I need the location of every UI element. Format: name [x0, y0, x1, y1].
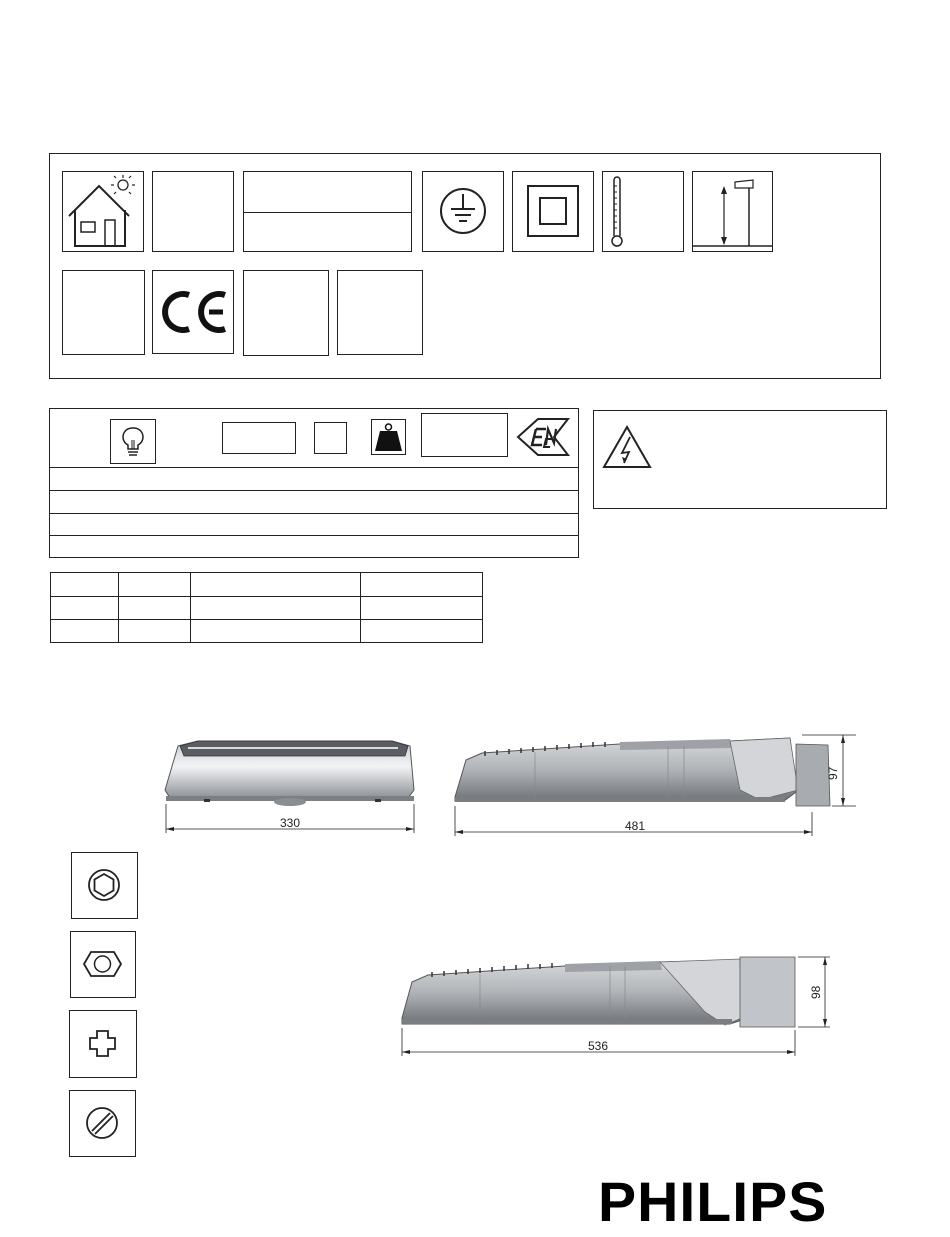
ce-mark-icon [153, 271, 233, 353]
class-ii-symbol-box [512, 171, 594, 252]
hex-socket-icon [72, 853, 136, 917]
small-table-col-line [360, 572, 361, 643]
lamp-table-row-line [49, 513, 579, 514]
lamp-field-1 [222, 422, 296, 454]
flat-screwdriver-icon [70, 1091, 134, 1155]
philips-logo: PHILIPS [598, 1170, 828, 1233]
blank-symbol-box-4 [337, 270, 423, 355]
flat-tool-box [69, 1090, 136, 1157]
small-table-col-line [118, 572, 119, 643]
blank-symbol-box-2 [62, 270, 145, 355]
side-height-dimension-1: 97 [826, 766, 840, 780]
bulb-icon [111, 420, 155, 463]
weight-symbol-box [371, 419, 406, 455]
side-view-drawing-1 [455, 738, 830, 806]
lamp-table-row-line [49, 535, 579, 536]
lamp-table-row-line [49, 490, 579, 491]
side-length-dimension-1: 481 [625, 819, 646, 833]
temperature-symbol-box [602, 171, 684, 252]
small-table-row-line [50, 596, 483, 597]
protective-earth-symbol-box [422, 171, 504, 252]
front-width-dimension: 330 [280, 816, 301, 830]
lamp-table-row-line [49, 467, 579, 468]
hex-nut-icon [71, 932, 134, 996]
house-light-icon [63, 172, 143, 251]
mounting-height-icon [693, 172, 772, 251]
blank-symbol-box-3 [243, 270, 329, 356]
phillips-screwdriver-icon [70, 1011, 135, 1076]
mounting-height-symbol-box [692, 171, 773, 252]
phillips-tool-box [69, 1010, 137, 1078]
blank-symbol-box [152, 171, 234, 252]
weight-icon [372, 420, 405, 454]
small-table-row-line [50, 619, 483, 620]
ce-symbol-box [152, 270, 234, 354]
side-height-dimension-2: 98 [809, 985, 823, 999]
bulb-symbol-box [110, 419, 156, 464]
indoor-use-symbol-box [62, 171, 144, 252]
lamp-field-2 [314, 422, 347, 454]
side-length-dimension-2: 536 [588, 1039, 609, 1053]
split-symbol-box [243, 171, 412, 252]
luminaire-drawings [0, 700, 950, 1080]
warning-box [593, 410, 887, 509]
small-data-table [50, 572, 483, 643]
side-view-drawing-2 [402, 957, 795, 1027]
split-divider [244, 212, 411, 213]
front-view-drawing [165, 741, 414, 806]
hex-socket-tool-box [71, 852, 138, 919]
enec-mark-icon [516, 417, 570, 457]
class-ii-double-square-icon [513, 172, 593, 251]
lamp-field-3 [421, 413, 508, 457]
hex-nut-tool-box [70, 931, 136, 998]
electric-hazard-icon [602, 425, 652, 469]
thermometer-icon [603, 172, 683, 251]
small-table-col-line [190, 572, 191, 643]
protective-earth-icon [423, 172, 503, 251]
